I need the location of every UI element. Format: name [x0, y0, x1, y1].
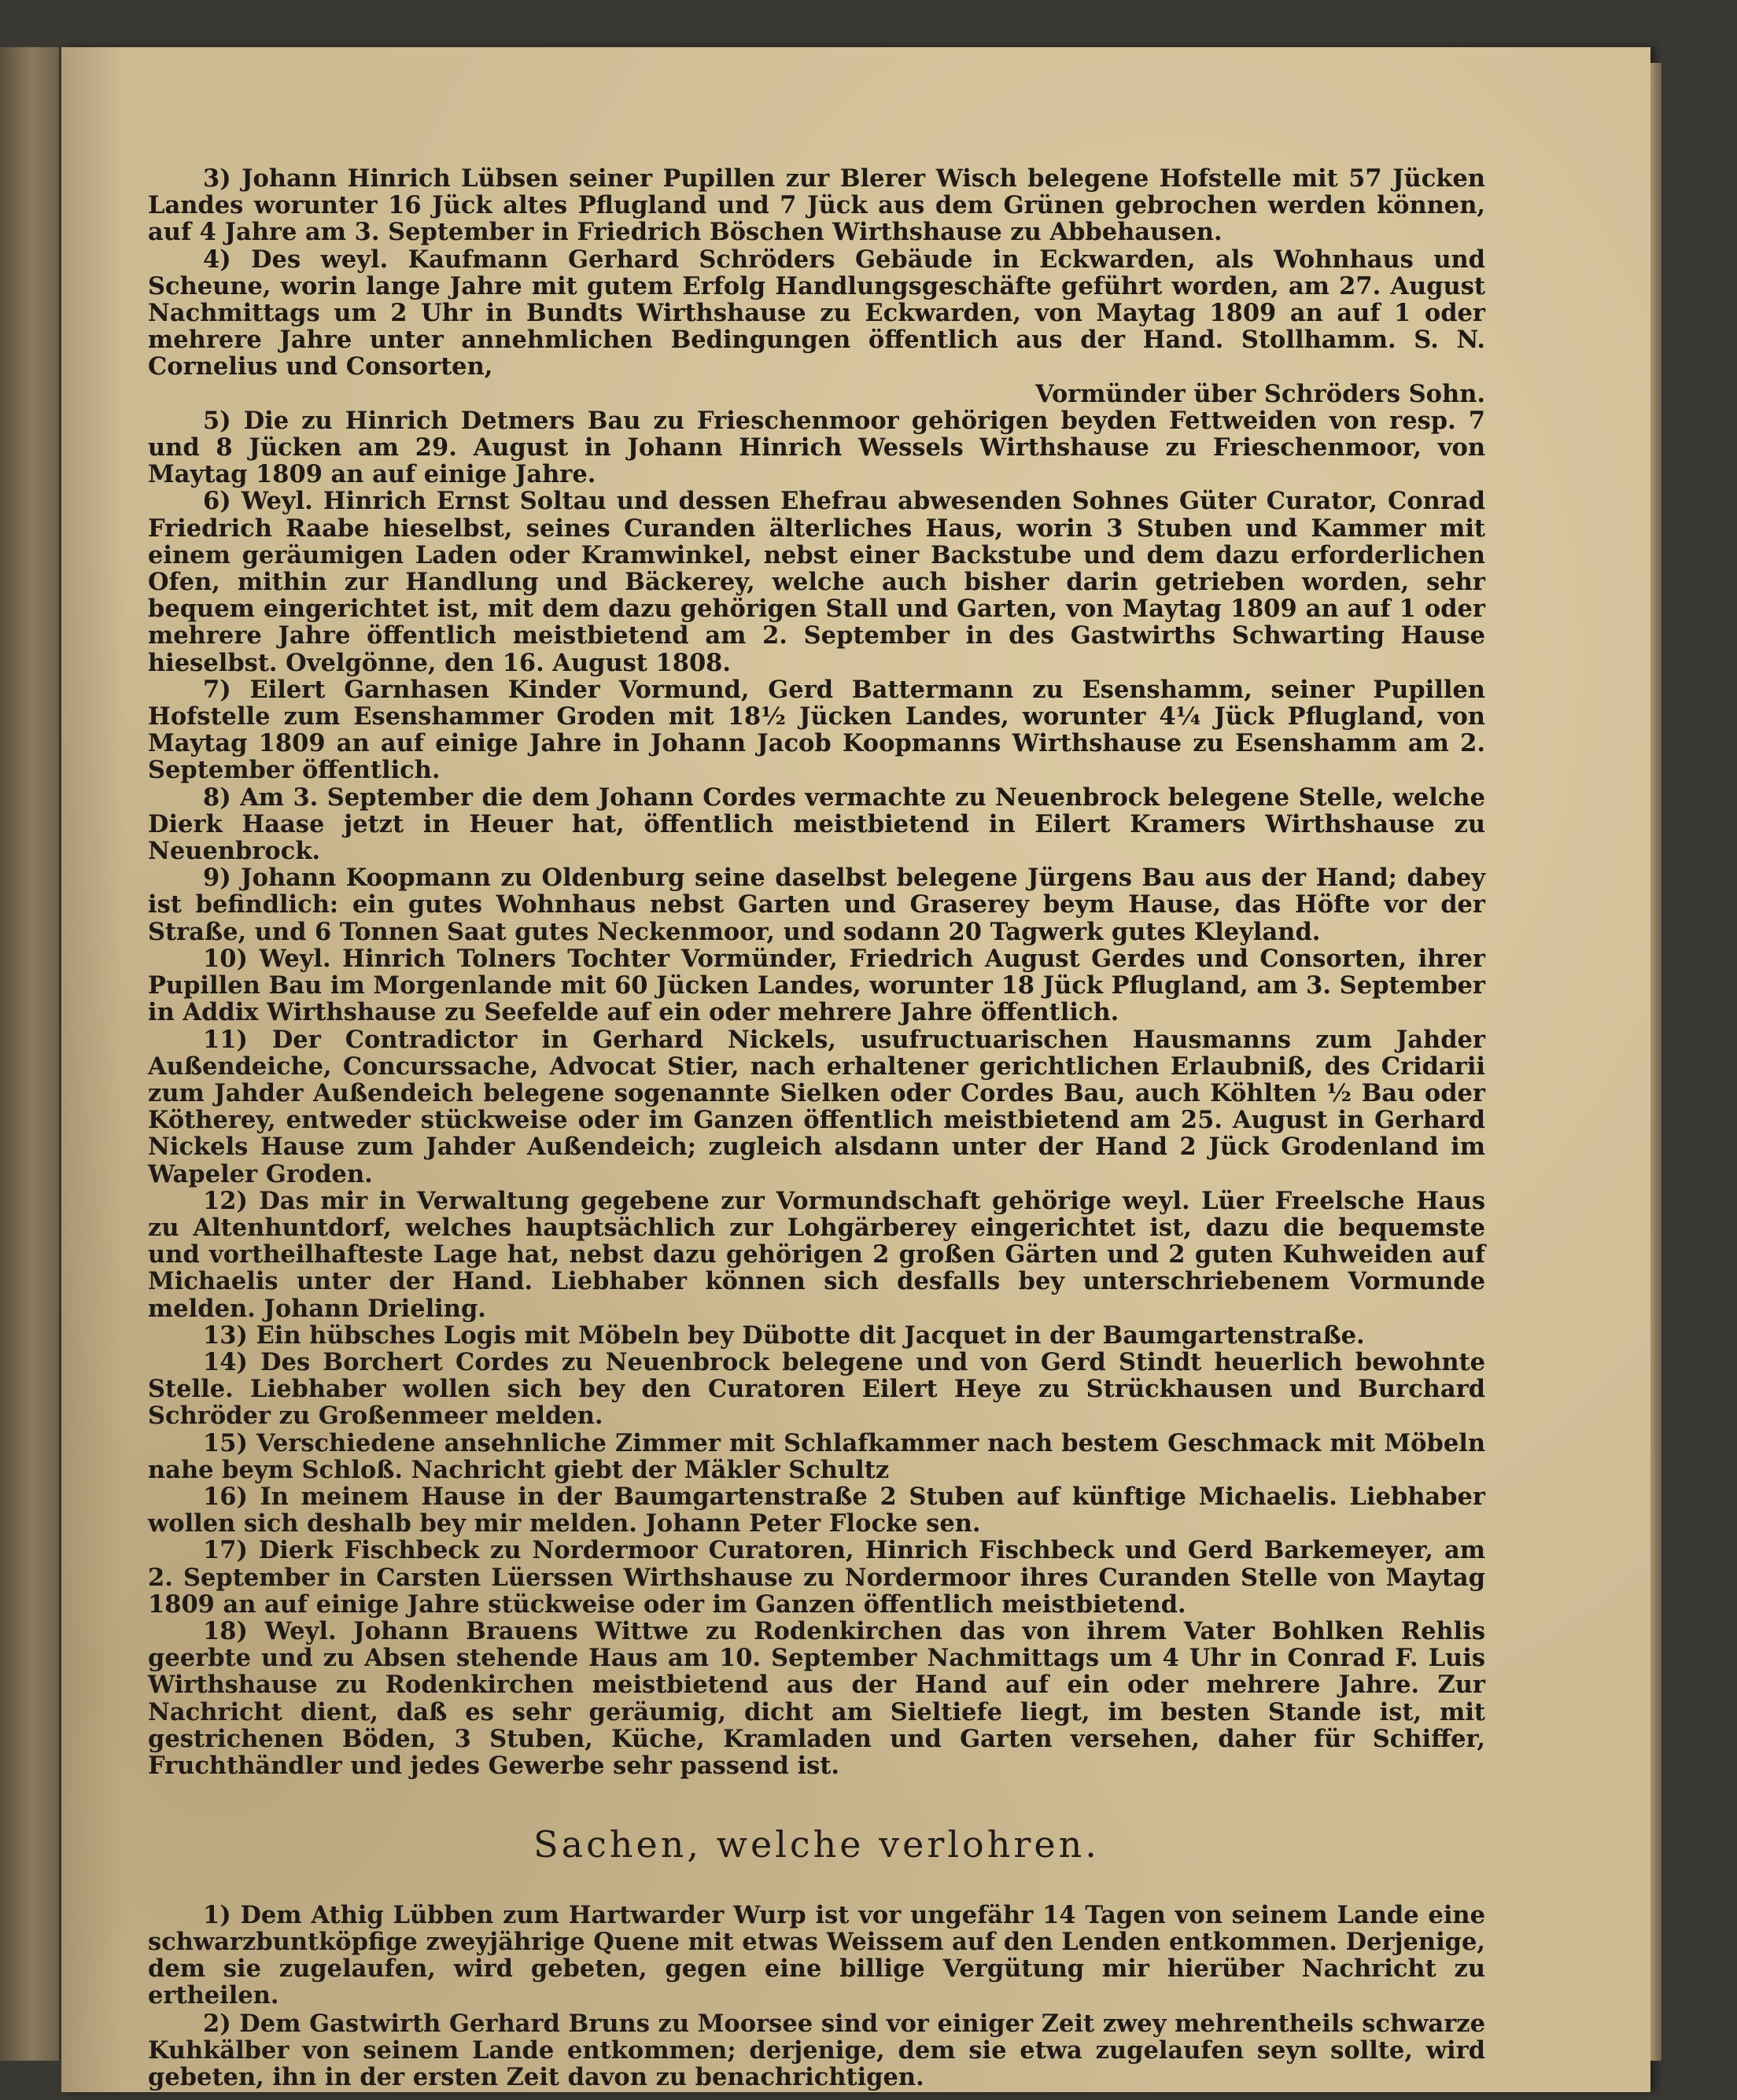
- entry-6: 6) Weyl. Hinrich Ernst Soltau und dessen Ehefrau abwesenden Sohnes Güter Curator, Conrad Friedrich Raabe hieselbst, seines Curanden älterliches Haus, worin 3 Stuben und Kammer mit einem geräumigen Laden oder Kramwinkel, nebst einer Backstube und dem dazu erforderlichen Ofen, mithin zur Handlung und Bäckerey, welche auch bisher darin getrieben worden, sehr bequem eingerichtet ist, mit dem dazu gehörigen Stall und Garten, von Maytag 1809 an auf 1 oder mehrere Jahre öffentlich meistbietend am 2. September in des Gastwirths Schwarting Hause hieselbst. Ovelgönne, den 16. August 1808.: [148, 487, 1485, 677]
- entry-5: 5) Die zu Hinrich Detmers Bau zu Frieschenmoor gehörigen beyden Fettweiden von resp. 7 und 8 Jücken am 29. August in Johann Hinrich Wessels Wirthshause zu Frieschenmoor, von Maytag 1809 an auf einige Jahre.: [148, 406, 1485, 489]
- book-gutter: [0, 47, 61, 2061]
- lost-entry-1: 1) Dem Athig Lübben zum Hartwarder Wurp ist vor ungefähr 14 Tagen von seinem Lande eine schwarzbuntköpfige zweyjährige Quene mit etwas Weissem auf den Lenden entkommen. Derjenige, dem sie zugelaufen, wird gebeten, gegen eine billige Vergütung mir hierüber Nachricht zu ertheilen.: [148, 1901, 1485, 2010]
- entry-15: 15) Verschiedene ansehnliche Zimmer mit Schlafkammer nach bestem Geschmack mit Möbeln nahe beym Schloß. Nachricht giebt der Mäkler Schultz: [148, 1428, 1485, 1484]
- entry-4: 4) Des weyl. Kaufmann Gerhard Schröders Gebäude in Eckwarden, als Wohnhaus und Scheune, worin lange Jahre mit gutem Erfolg Handlungsgeschäfte geführt worden, am 27. August Nachmittags um 2 Uhr in Bundts Wirthshause zu Eckwarden, von Maytag 1809 an auf 1 oder mehrere Jahre unter annehmlichen Bedingungen öffentlich aus der Hand. Stollhamm. S. N. Cornelius und Consorten,: [148, 245, 1485, 381]
- entry-8: 8) Am 3. September die dem Johann Cordes vermachte zu Neuenbrock belegene Stelle, welche Dierk Haase jetzt in Heuer hat, öffentlich meistbietend in Eilert Kramers Wirthshause zu Neuenbrock.: [148, 783, 1485, 866]
- entry-3: 3) Johann Hinrich Lübsen seiner Pupillen zur Blerer Wisch belegene Hofstelle mit 57 Jücken Landes worunter 16 Jück altes Pflugland und 7 Jück aus dem Grünen gebrochen werden können, auf 4 Jahre am 3. September in Friedrich Böschen Wirthshause zu Abbehausen.: [148, 164, 1485, 247]
- entry-7: 7) Eilert Garnhasen Kinder Vormund, Gerd Battermann zu Esenshamm, seiner Pupillen Hofstelle zum Esenshammer Groden mit 18½ Jücken Landes, worunter 4¼ Jück Pflugland, von Maytag 1809 an auf einige Jahre in Johann Jacob Koopmanns Wirthshause zu Esenshamm am 2. September öffentlich.: [148, 675, 1485, 785]
- lost-entry-2: 2) Dem Gastwirth Gerhard Bruns zu Moorsee sind vor einiger Zeit zwey mehrentheils schwarze Kuhkälber von seinem Lande entkommen; derjenige, dem sie etwa zugelaufen seyn sollte, wird gebeten, ihn in der ersten Zeit davon zu benachrichtigen.: [148, 2010, 1485, 2092]
- page-edge: [1650, 63, 1661, 2061]
- entry-4-signature: Vormünder über Schröders Sohn.: [1034, 379, 1485, 408]
- entry-9: 9) Johann Koopmann zu Oldenburg seine daselbst belegene Jürgens Bau aus der Hand; dabey ist befindlich: ein gutes Wohnhaus nebst Garten und Graserey beym Hause, das Höfte vor der Straße, und 6 Tonnen Saat gutes Neckenmoor, und sodann 20 Tagwerk gutes Kleyland.: [148, 864, 1485, 946]
- lost-items-section: [148, 1902, 1485, 2091]
- entry-17: 17) Dierk Fischbeck zu Nordermoor Curatoren, Hinrich Fischbeck und Gerd Barkemeyer, am 2. September in Carsten Lüerssen Wirthshause zu Nordermoor ihres Curanden Stelle von Maytag 1809 an auf einige Jahre stückweise oder im Ganzen öffentlich meistbietend.: [148, 1536, 1485, 1619]
- entry-14: 14) Des Borchert Cordes zu Neuenbrock belegene und von Gerd Stindt heuerlich bewohnte Stelle. Liebhaber wollen sich bey den Curatoren Eilert Heye zu Strückhausen und Burchard Schröder zu Großenmeer melden.: [148, 1347, 1485, 1431]
- entry-13: 13) Ein hübsches Logis mit Möbeln bey Dübotte dit Jacquet in der Baumgartenstraße.: [203, 1321, 1365, 1350]
- entry-12: 12) Das mir in Verwaltung gegebene zur Vormundschaft gehörige weyl. Lüer Freelsche Haus zu Altenhuntdorf, welches hauptsächlich zur Lohgärberey eingerichtet ist, dazu die bequemste und vortheilhafteste Lage hat, nebst dazu gehörigen 2 großen Gärten und 2 guten Kuhweiden auf Michaelis unter der Hand. Liebhaber können sich desfalls bey unterschriebenem Vormunde melden. Johann Drieling.: [148, 1186, 1485, 1323]
- entry-11: 11) Der Contradictor in Gerhard Nickels, usufructuarischen Hausmanns zum Jahder Außendeiche, Concurssache, Advocat Stier, nach erhaltener gerichtlichen Erlaubniß, des Cridarii zum Jahder Außendeich belegene sogenannte Sielken oder Cordes Bau, auch Köhlten ½ Bau oder Kötherey, entweder stückweise oder im Ganzen öffentlich meistbietend am 25. August in Gerhard Nickels Hause zum Jahder Außendeich; zugleich alsdann unter der Hand 2 Jück Grodenland im Wapeler Groden.: [148, 1025, 1485, 1188]
- section-heading-lost-items: Sachen, welche verlohren.: [533, 1823, 1100, 1866]
- entry-16: 16) In meinem Hause in der Baumgartenstraße 2 Stuben auf künftige Michaelis. Liebhaber wollen sich deshalb bey mir melden. Johann Peter Flocke sen.: [148, 1482, 1485, 1538]
- page-text: [148, 165, 1485, 2092]
- entry-18: 18) Weyl. Johann Brauens Wittwe zu Rodenkirchen das von ihrem Vater Bohlken Rehlis geerbte und zu Absen stehende Haus am 10. September Nachmittags um 4 Uhr in Conrad F. Luis Wirthshause zu Rodenkirchen meistbietend aus der Hand auf ein oder mehrere Jahre. Zur Nachricht dient, daß es sehr geräumig, dicht am Sieltiefe liegt, im besten Stande ist, mit gestrichenen Böden, 3 Stuben, Küche, Kramladen und Garten versehen, daher für Schiffer, Fruchthändler und jedes Gewerbe sehr passend ist.: [148, 1616, 1485, 1780]
- entry-10: 10) Weyl. Hinrich Tolners Tochter Vormünder, Friedrich August Gerdes und Consorten, ihrer Pupillen Bau im Morgenlande mit 60 Jücken Landes, worunter 18 Jück Pflugland, am 3. September in Addix Wirthshause zu Seefelde auf ein oder mehrere Jahre öffentlich.: [148, 944, 1485, 1027]
